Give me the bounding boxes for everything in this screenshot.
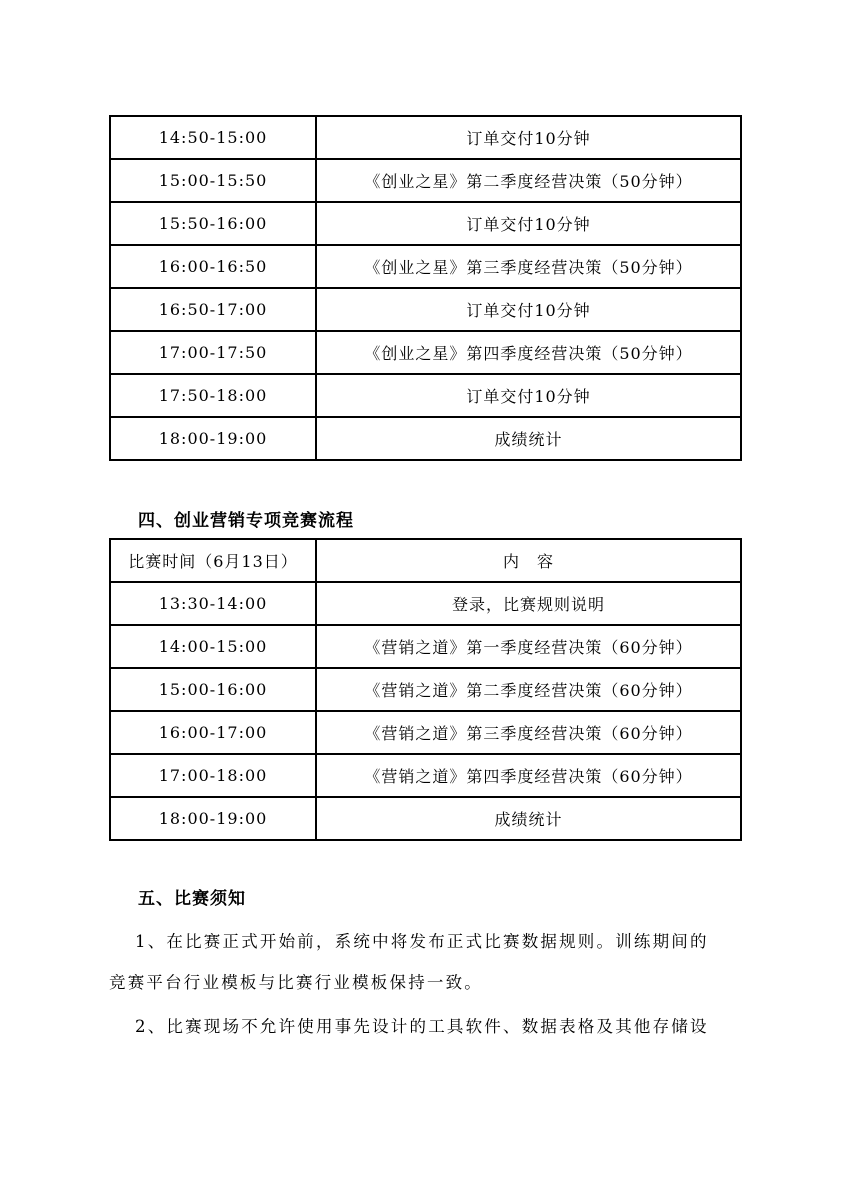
time-cell: 14:50-15:00 — [110, 116, 316, 159]
time-cell: 16:00-16:50 — [110, 245, 316, 288]
table-row — [110, 202, 741, 245]
table-header-row — [110, 539, 741, 582]
content-cell: 成绩统计 — [316, 797, 741, 840]
marketing-schedule-table — [109, 538, 742, 841]
table-row — [110, 374, 741, 417]
content-cell: 《营销之道》第二季度经营决策（60分钟） — [316, 668, 741, 711]
paragraph-line: 1、在比赛正式开始前，系统中将发布正式比赛数据规则。训练期间的 — [135, 932, 709, 951]
table-row — [110, 116, 741, 159]
table-row — [110, 582, 741, 625]
time-cell: 14:00-15:00 — [110, 625, 316, 668]
table-row — [110, 288, 741, 331]
table-row — [110, 668, 741, 711]
time-cell: 16:50-17:00 — [110, 288, 316, 331]
content-cell: 订单交付10分钟 — [316, 202, 741, 245]
header-time-cell: 比赛时间（6月13日） — [110, 539, 316, 582]
time-cell: 17:00-18:00 — [110, 754, 316, 797]
table-row — [110, 625, 741, 668]
content-cell: 订单交付10分钟 — [316, 116, 741, 159]
content-cell: 《创业之星》第二季度经营决策（50分钟） — [316, 159, 741, 202]
paragraph-line: 2、比赛现场不允许使用事先设计的工具软件、数据表格及其他存储设 — [135, 1017, 709, 1036]
time-cell: 15:00-15:50 — [110, 159, 316, 202]
schedule-table-continued — [109, 115, 742, 461]
table-row — [110, 754, 741, 797]
table-row — [110, 711, 741, 754]
content-cell: 成绩统计 — [316, 417, 741, 460]
content-cell: 《营销之道》第三季度经营决策（60分钟） — [316, 711, 741, 754]
time-cell: 15:00-16:00 — [110, 668, 316, 711]
header-content-cell: 内 容 — [316, 539, 741, 582]
table-row — [110, 245, 741, 288]
content-cell: 《创业之星》第三季度经营决策（50分钟） — [316, 245, 741, 288]
table-row — [110, 417, 741, 460]
time-cell: 17:50-18:00 — [110, 374, 316, 417]
content-cell: 《营销之道》第四季度经营决策（60分钟） — [316, 754, 741, 797]
time-cell: 16:00-17:00 — [110, 711, 316, 754]
content-cell: 订单交付10分钟 — [316, 288, 741, 331]
content-cell: 《创业之星》第四季度经营决策（50分钟） — [316, 331, 741, 374]
paragraph-line: 竞赛平台行业模板与比赛行业模板保持一致。 — [109, 973, 483, 992]
content-cell: 订单交付10分钟 — [316, 374, 741, 417]
content-cell: 《营销之道》第一季度经营决策（60分钟） — [316, 625, 741, 668]
time-cell: 18:00-19:00 — [110, 797, 316, 840]
table-row — [110, 331, 741, 374]
section-heading: 四、创业营销专项竞赛流程 — [138, 511, 354, 531]
time-cell: 17:00-17:50 — [110, 331, 316, 374]
section-heading: 五、比赛须知 — [138, 889, 246, 909]
time-cell: 15:50-16:00 — [110, 202, 316, 245]
table-row — [110, 159, 741, 202]
content-cell: 登录，比赛规则说明 — [316, 582, 741, 625]
table-row — [110, 797, 741, 840]
time-cell: 18:00-19:00 — [110, 417, 316, 460]
time-cell: 13:30-14:00 — [110, 582, 316, 625]
